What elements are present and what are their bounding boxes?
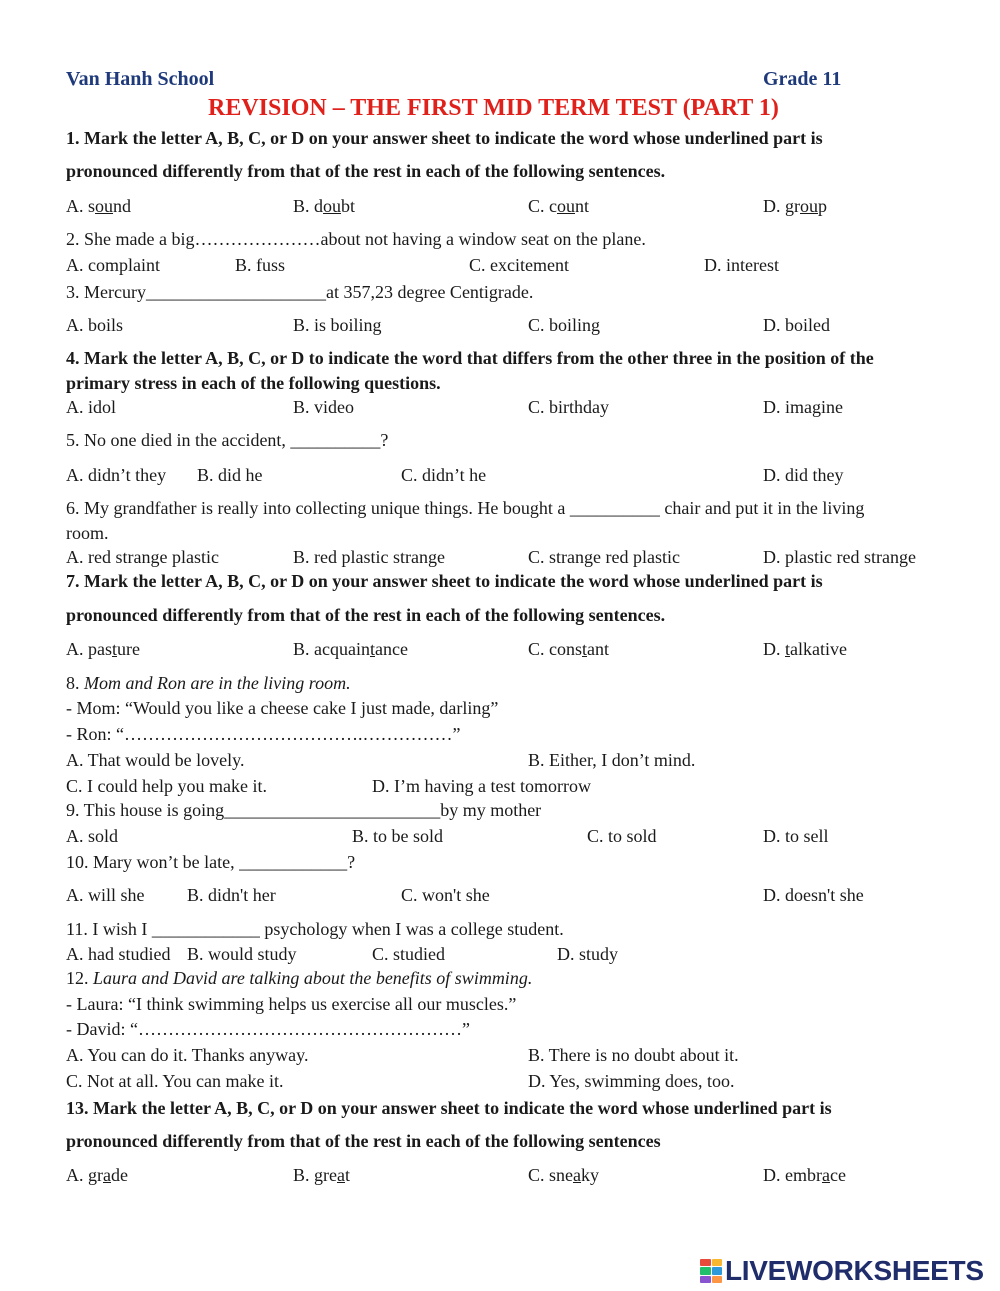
q8-option-d: D. I’m having a test tomorrow xyxy=(372,776,591,796)
logo-tile xyxy=(700,1267,711,1274)
q7-instruction-line1: 7. Mark the letter A, B, C, or D on your answer sheet to indicate the word whose underlined part is xyxy=(66,571,823,591)
q10-option-d: D. doesn't she xyxy=(763,885,864,905)
grade-label: Grade 11 xyxy=(763,68,842,90)
q4-option-d: D. imagine xyxy=(763,397,843,417)
q7-option-a: A. pasture xyxy=(66,639,140,659)
q12-dialogue-laura: - Laura: “I think swimming helps us exercise all our muscles.” xyxy=(66,994,517,1014)
q2-option-c: C. excitement xyxy=(469,255,569,275)
q10-option-c: C. won't she xyxy=(401,885,490,905)
q8-option-a: A. That would be lovely. xyxy=(66,750,245,770)
q6-stem-line2: room. xyxy=(66,523,109,543)
q3-blank[interactable]: ____________________ xyxy=(145,282,326,302)
q1-option-b: B. doubt xyxy=(293,196,356,216)
q3-option-d: D. boiled xyxy=(763,315,830,335)
logo-tile xyxy=(700,1259,711,1266)
q4-option-a: A. idol xyxy=(66,397,117,417)
logo-tile xyxy=(700,1276,711,1283)
q13-option-c: C. sneaky xyxy=(528,1165,599,1185)
q1-instruction-line1: 1. Mark the letter A, B, C, or D on your answer sheet to indicate the word whose underlined part is xyxy=(66,128,823,148)
q9-option-c: C. to sold xyxy=(587,826,657,846)
q6-stem-line1: 6. My grandfather is really into collecting unique things. He bought a __________ chair and put it in the living xyxy=(66,498,865,518)
q13-option-d: D. embrace xyxy=(763,1165,846,1185)
logo-tile xyxy=(712,1267,723,1274)
q2-stem: 2. She made a big…………………about not having a window seat on the plane. xyxy=(66,229,646,249)
q9-option-b: B. to be sold xyxy=(352,826,444,846)
q5-stem: 5. No one died in the accident, __________? xyxy=(66,430,389,450)
q10-option-b: B. didn't her xyxy=(187,885,276,905)
q7-instruction-line2: pronounced differently from that of the rest in each of the following sentences. xyxy=(66,605,666,625)
q9-blank[interactable]: ________________________ xyxy=(224,800,441,820)
q9-option-d: D. to sell xyxy=(763,826,829,846)
q6-option-a: A. red strange plastic xyxy=(66,547,219,567)
q5-option-b: B. did he xyxy=(197,465,263,485)
q8-dialogue-mom: - Mom: “Would you like a cheese cake I just made, darling” xyxy=(66,698,499,718)
logo-tile xyxy=(712,1259,723,1266)
q7-option-b: B. acquaintance xyxy=(293,639,408,659)
q5-option-d: D. did they xyxy=(763,465,844,485)
q2-option-a: A. complaint xyxy=(66,255,160,275)
q11-option-c: C. studied xyxy=(372,944,446,964)
q12-dialogue-david: - David: “………………………………………………” xyxy=(66,1019,470,1039)
q12-option-c: C. Not at all. You can make it. xyxy=(66,1071,284,1091)
q8-option-b: B. Either, I don’t mind. xyxy=(528,750,696,770)
q5-option-c: C. didn’t he xyxy=(401,465,487,485)
q6-option-c: C. strange red plastic xyxy=(528,547,680,567)
q12-option-a: A. You can do it. Thanks anyway. xyxy=(66,1045,309,1065)
q13-option-a: A. grade xyxy=(66,1165,128,1185)
school-name: Van Hanh School xyxy=(66,68,215,90)
q2-option-b: B. fuss xyxy=(235,255,286,275)
q11-option-b: B. would study xyxy=(187,944,297,964)
logo-tile xyxy=(712,1276,723,1283)
q13-instruction-line2: pronounced differently from that of the rest in each of the following sentences xyxy=(66,1131,661,1151)
q13-option-b: B. great xyxy=(293,1165,351,1185)
q12-context: 12. Laura and David are talking about the benefits of swimming. xyxy=(66,968,533,988)
q1-instruction-line2: pronounced differently from that of the rest in each of the following sentences. xyxy=(66,161,666,181)
q6-option-d: D. plastic red strange xyxy=(763,547,916,567)
q8-option-c: C. I could help you make it. xyxy=(66,776,267,796)
q2-option-d: D. interest xyxy=(704,255,779,275)
q8-context: 8. Mom and Ron are in the living room. xyxy=(66,673,351,693)
q7-option-c: C. constant xyxy=(528,639,610,659)
q9-option-a: A. sold xyxy=(66,826,119,846)
q11-stem: 11. I wish I ____________ psychology when I was a college student. xyxy=(66,919,564,939)
q3-stem: 3. Mercury____________________at 357,23 degree Centigrade. xyxy=(66,282,534,302)
q11-option-a: A. had studied xyxy=(66,944,171,964)
liveworksheets-logo[interactable] xyxy=(700,1256,984,1286)
liveworksheets-logo-text: LIVEWORKSHEETS xyxy=(725,1255,984,1286)
q12-option-d: D. Yes, swimming does, too. xyxy=(528,1071,735,1091)
q4-option-c: C. birthday xyxy=(528,397,609,417)
q7-option-d: D. talkative xyxy=(763,639,847,659)
q10-stem: 10. Mary won’t be late, ____________? xyxy=(66,852,356,872)
q4-option-b: B. video xyxy=(293,397,354,417)
q1-option-d: D. group xyxy=(763,196,827,216)
page-title: REVISION – THE FIRST MID TERM TEST (PART 1) xyxy=(208,95,779,121)
q8-dialogue-ron: - Ron: “………………………………….……………” xyxy=(66,724,461,744)
q9-stem: 9. This house is going________________________by my mother xyxy=(66,800,542,820)
q1-option-c: C. count xyxy=(528,196,590,216)
q3-option-c: C. boiling xyxy=(528,315,601,335)
q13-instruction-line1: 13. Mark the letter A, B, C, or D on your answer sheet to indicate the word whose underlined part is xyxy=(66,1098,832,1118)
q4-instruction-line1: 4. Mark the letter A, B, C, or D to indicate the word that differs from the other three in the position of the xyxy=(66,348,874,368)
q3-option-b: B. is boiling xyxy=(293,315,382,335)
q4-instruction-line2: primary stress in each of the following questions. xyxy=(66,373,441,393)
q10-option-a: A. will she xyxy=(66,885,145,905)
q6-option-b: B. red plastic strange xyxy=(293,547,445,567)
q5-option-a: A. didn’t they xyxy=(66,465,167,485)
q1-option-a: A. sound xyxy=(66,196,132,216)
q12-option-b: B. There is no doubt about it. xyxy=(528,1045,739,1065)
q11-option-d: D. study xyxy=(557,944,619,964)
q3-option-a: A. boils xyxy=(66,315,124,335)
liveworksheets-logo-icon xyxy=(700,1259,722,1283)
